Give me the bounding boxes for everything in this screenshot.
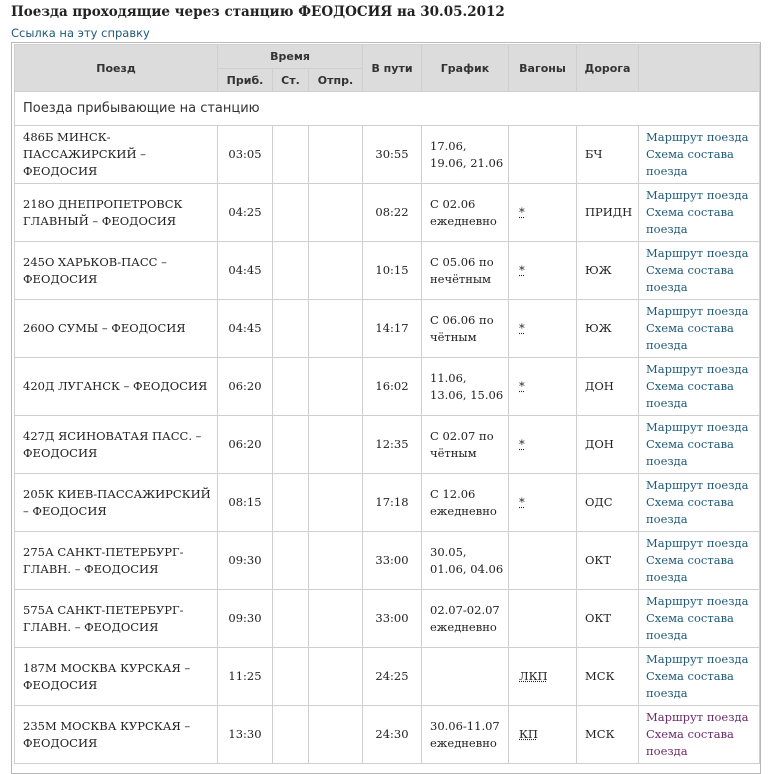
cell-stop [273, 184, 309, 242]
cell-wagons[interactable] [509, 706, 577, 764]
col-header-links [639, 45, 760, 92]
cell-links [639, 300, 760, 358]
cell-links [639, 706, 760, 764]
cell-schedule: 02.07-02.07 ежедневно [422, 590, 509, 648]
table-row [15, 184, 760, 242]
cell-arrival: 09:30 [218, 590, 273, 648]
trains-table [14, 44, 760, 764]
cell-train: 275А САНКТ-ПЕТЕРБУРГ-ГЛАВН. – ФЕОДОСИЯ [15, 532, 218, 590]
wagons-link[interactable]: КП [519, 727, 538, 741]
route-link[interactable]: Маршрут поезда [646, 594, 749, 608]
table-row [15, 300, 760, 358]
table-row [15, 126, 760, 184]
cell-arrival: 13:30 [218, 706, 273, 764]
cell-links [639, 648, 760, 706]
cell-stop [273, 532, 309, 590]
cell-schedule: С 02.07 по чётным [422, 416, 509, 474]
composition-scheme-link[interactable]: Схема состава поезда [646, 263, 734, 294]
cell-links [639, 590, 760, 648]
cell-arrival: 09:30 [218, 532, 273, 590]
cell-stop [273, 300, 309, 358]
cell-links [639, 416, 760, 474]
cell-stop [273, 416, 309, 474]
cell-departure [309, 706, 363, 764]
cell-wagons[interactable] [509, 184, 577, 242]
cell-departure [309, 416, 363, 474]
cell-stop [273, 358, 309, 416]
composition-scheme-link[interactable]: Схема состава поезда [646, 495, 734, 526]
composition-scheme-link[interactable]: Схема состава поезда [646, 611, 734, 642]
cell-wagons[interactable] [509, 242, 577, 300]
cell-departure [309, 532, 363, 590]
cell-road: ОДС [577, 474, 639, 532]
cell-schedule: 30.06-11.07 ежедневно [422, 706, 509, 764]
cell-arrival: 11:25 [218, 648, 273, 706]
wagons-link[interactable]: * [519, 495, 525, 509]
cell-arrival: 04:45 [218, 300, 273, 358]
cell-links [639, 242, 760, 300]
col-header-road: Дорога [577, 45, 639, 92]
cell-wagons[interactable] [509, 358, 577, 416]
cell-train: 575А САНКТ-ПЕТЕРБУРГ-ГЛАВН. – ФЕОДОСИЯ [15, 590, 218, 648]
cell-enroute: 14:17 [363, 300, 422, 358]
cell-links [639, 532, 760, 590]
cell-wagons[interactable] [509, 648, 577, 706]
cell-train: 187М МОСКВА КУРСКАЯ – ФЕОДОСИЯ [15, 648, 218, 706]
route-link[interactable]: Маршрут поезда [646, 420, 749, 434]
trains-table-frame [11, 42, 761, 774]
wagons-link[interactable]: * [519, 321, 525, 335]
cell-departure [309, 648, 363, 706]
cell-stop [273, 648, 309, 706]
cell-departure [309, 242, 363, 300]
cell-arrival: 04:45 [218, 242, 273, 300]
cell-stop [273, 474, 309, 532]
cell-train: 235М МОСКВА КУРСКАЯ – ФЕОДОСИЯ [15, 706, 218, 764]
cell-enroute: 08:22 [363, 184, 422, 242]
cell-enroute: 30:55 [363, 126, 422, 184]
permalink-link[interactable]: Ссылка на эту справку [11, 26, 150, 40]
composition-scheme-link[interactable]: Схема состава поезда [646, 553, 734, 584]
cell-arrival: 04:25 [218, 184, 273, 242]
cell-road: ДОН [577, 358, 639, 416]
cell-train: 205К КИЕВ-ПАССАЖИРСКИЙ – ФЕОДОСИЯ [15, 474, 218, 532]
cell-enroute: 24:25 [363, 648, 422, 706]
cell-enroute: 24:30 [363, 706, 422, 764]
col-header-train: Поезд [15, 45, 218, 92]
cell-road: ЮЖ [577, 300, 639, 358]
col-header-wagons: Вагоны [509, 45, 577, 92]
cell-road: ЮЖ [577, 242, 639, 300]
cell-enroute: 12:35 [363, 416, 422, 474]
cell-links [639, 358, 760, 416]
route-link[interactable]: Маршрут поезда [646, 478, 749, 492]
route-link[interactable]: Маршрут поезда [646, 246, 749, 260]
composition-scheme-link[interactable]: Схема состава поезда [646, 437, 734, 468]
route-link[interactable]: Маршрут поезда [646, 130, 749, 144]
col-header-stop: Ст. [273, 69, 309, 92]
cell-train: 427Д ЯСИНОВАТАЯ ПАСС. – ФЕОДОСИЯ [15, 416, 218, 474]
page-title: Поезда проходящие через станцию ФЕОДОСИЯ на 30.05.2012 [11, 4, 505, 20]
composition-scheme-link[interactable]: Схема состава поезда [646, 321, 734, 352]
cell-stop [273, 242, 309, 300]
cell-schedule: С 05.06 по нечётным [422, 242, 509, 300]
route-link[interactable]: Маршрут поезда [646, 710, 749, 724]
table-row [15, 416, 760, 474]
route-link[interactable]: Маршрут поезда [646, 536, 749, 550]
cell-stop [273, 590, 309, 648]
cell-stop [273, 126, 309, 184]
cell-train: 218О ДНЕПРОПЕТРОВСК ГЛАВНЫЙ – ФЕОДОСИЯ [15, 184, 218, 242]
col-header-arrival: Приб. [218, 69, 273, 92]
cell-arrival: 06:20 [218, 416, 273, 474]
table-row [15, 532, 760, 590]
cell-train: 245О ХАРЬКОВ-ПАСС – ФЕОДОСИЯ [15, 242, 218, 300]
cell-train: 486Б МИНСК-ПАССАЖИРСКИЙ – ФЕОДОСИЯ [15, 126, 218, 184]
cell-road: МСК [577, 648, 639, 706]
cell-wagons [509, 126, 577, 184]
wagons-link[interactable]: * [519, 379, 525, 393]
cell-departure [309, 184, 363, 242]
cell-schedule: С 12.06 ежедневно [422, 474, 509, 532]
col-header-departure: Отпр. [309, 69, 363, 92]
cell-road: ДОН [577, 416, 639, 474]
cell-schedule: С 02.06 ежедневно [422, 184, 509, 242]
cell-departure [309, 300, 363, 358]
section-arrivals-heading: Поезда прибывающие на станцию [15, 92, 760, 126]
cell-departure [309, 358, 363, 416]
cell-arrival: 03:05 [218, 126, 273, 184]
table-row [15, 242, 760, 300]
wagons-link[interactable]: ЛКП [519, 669, 548, 683]
route-link[interactable]: Маршрут поезда [646, 304, 749, 318]
col-header-time: Время [218, 45, 363, 69]
cell-departure [309, 126, 363, 184]
cell-road: ПРИДН [577, 184, 639, 242]
cell-departure [309, 590, 363, 648]
table-row [15, 590, 760, 648]
cell-stop [273, 706, 309, 764]
cell-wagons[interactable] [509, 300, 577, 358]
route-link[interactable]: Маршрут поезда [646, 652, 749, 666]
wagons-link[interactable]: * [519, 263, 525, 277]
cell-links [639, 184, 760, 242]
table-row [15, 358, 760, 416]
cell-enroute: 17:18 [363, 474, 422, 532]
cell-arrival: 06:20 [218, 358, 273, 416]
cell-wagons[interactable] [509, 416, 577, 474]
composition-scheme-link[interactable]: Схема состава поезда [646, 669, 734, 700]
composition-scheme-link[interactable]: Схема состава поезда [646, 147, 734, 178]
cell-schedule [422, 648, 509, 706]
wagons-link[interactable]: * [519, 437, 525, 451]
cell-train: 420Д ЛУГАНСК – ФЕОДОСИЯ [15, 358, 218, 416]
route-link[interactable]: Маршрут поезда [646, 362, 749, 376]
cell-schedule: 30.05, 01.06, 04.06 [422, 532, 509, 590]
cell-departure [309, 474, 363, 532]
cell-enroute: 33:00 [363, 532, 422, 590]
route-link[interactable]: Маршрут поезда [646, 188, 749, 202]
composition-scheme-link[interactable]: Схема состава поезда [646, 727, 734, 758]
cell-enroute: 10:15 [363, 242, 422, 300]
cell-links [639, 126, 760, 184]
cell-road: БЧ [577, 126, 639, 184]
col-header-schedule: График [422, 45, 509, 92]
cell-enroute: 33:00 [363, 590, 422, 648]
composition-scheme-link[interactable]: Схема состава поезда [646, 205, 734, 236]
cell-links [639, 474, 760, 532]
table-row [15, 706, 760, 764]
cell-wagons[interactable] [509, 474, 577, 532]
cell-wagons [509, 590, 577, 648]
cell-road: МСК [577, 706, 639, 764]
cell-arrival: 08:15 [218, 474, 273, 532]
cell-road: ОКТ [577, 590, 639, 648]
cell-wagons [509, 532, 577, 590]
cell-road: ОКТ [577, 532, 639, 590]
cell-enroute: 16:02 [363, 358, 422, 416]
cell-schedule: С 06.06 по чётным [422, 300, 509, 358]
table-row [15, 474, 760, 532]
cell-train: 260О СУМЫ – ФЕОДОСИЯ [15, 300, 218, 358]
col-header-enroute: В пути [363, 45, 422, 92]
composition-scheme-link[interactable]: Схема состава поезда [646, 379, 734, 410]
cell-schedule: 11.06, 13.06, 15.06 [422, 358, 509, 416]
wagons-link[interactable]: * [519, 205, 525, 219]
table-row [15, 648, 760, 706]
cell-schedule: 17.06, 19.06, 21.06 [422, 126, 509, 184]
